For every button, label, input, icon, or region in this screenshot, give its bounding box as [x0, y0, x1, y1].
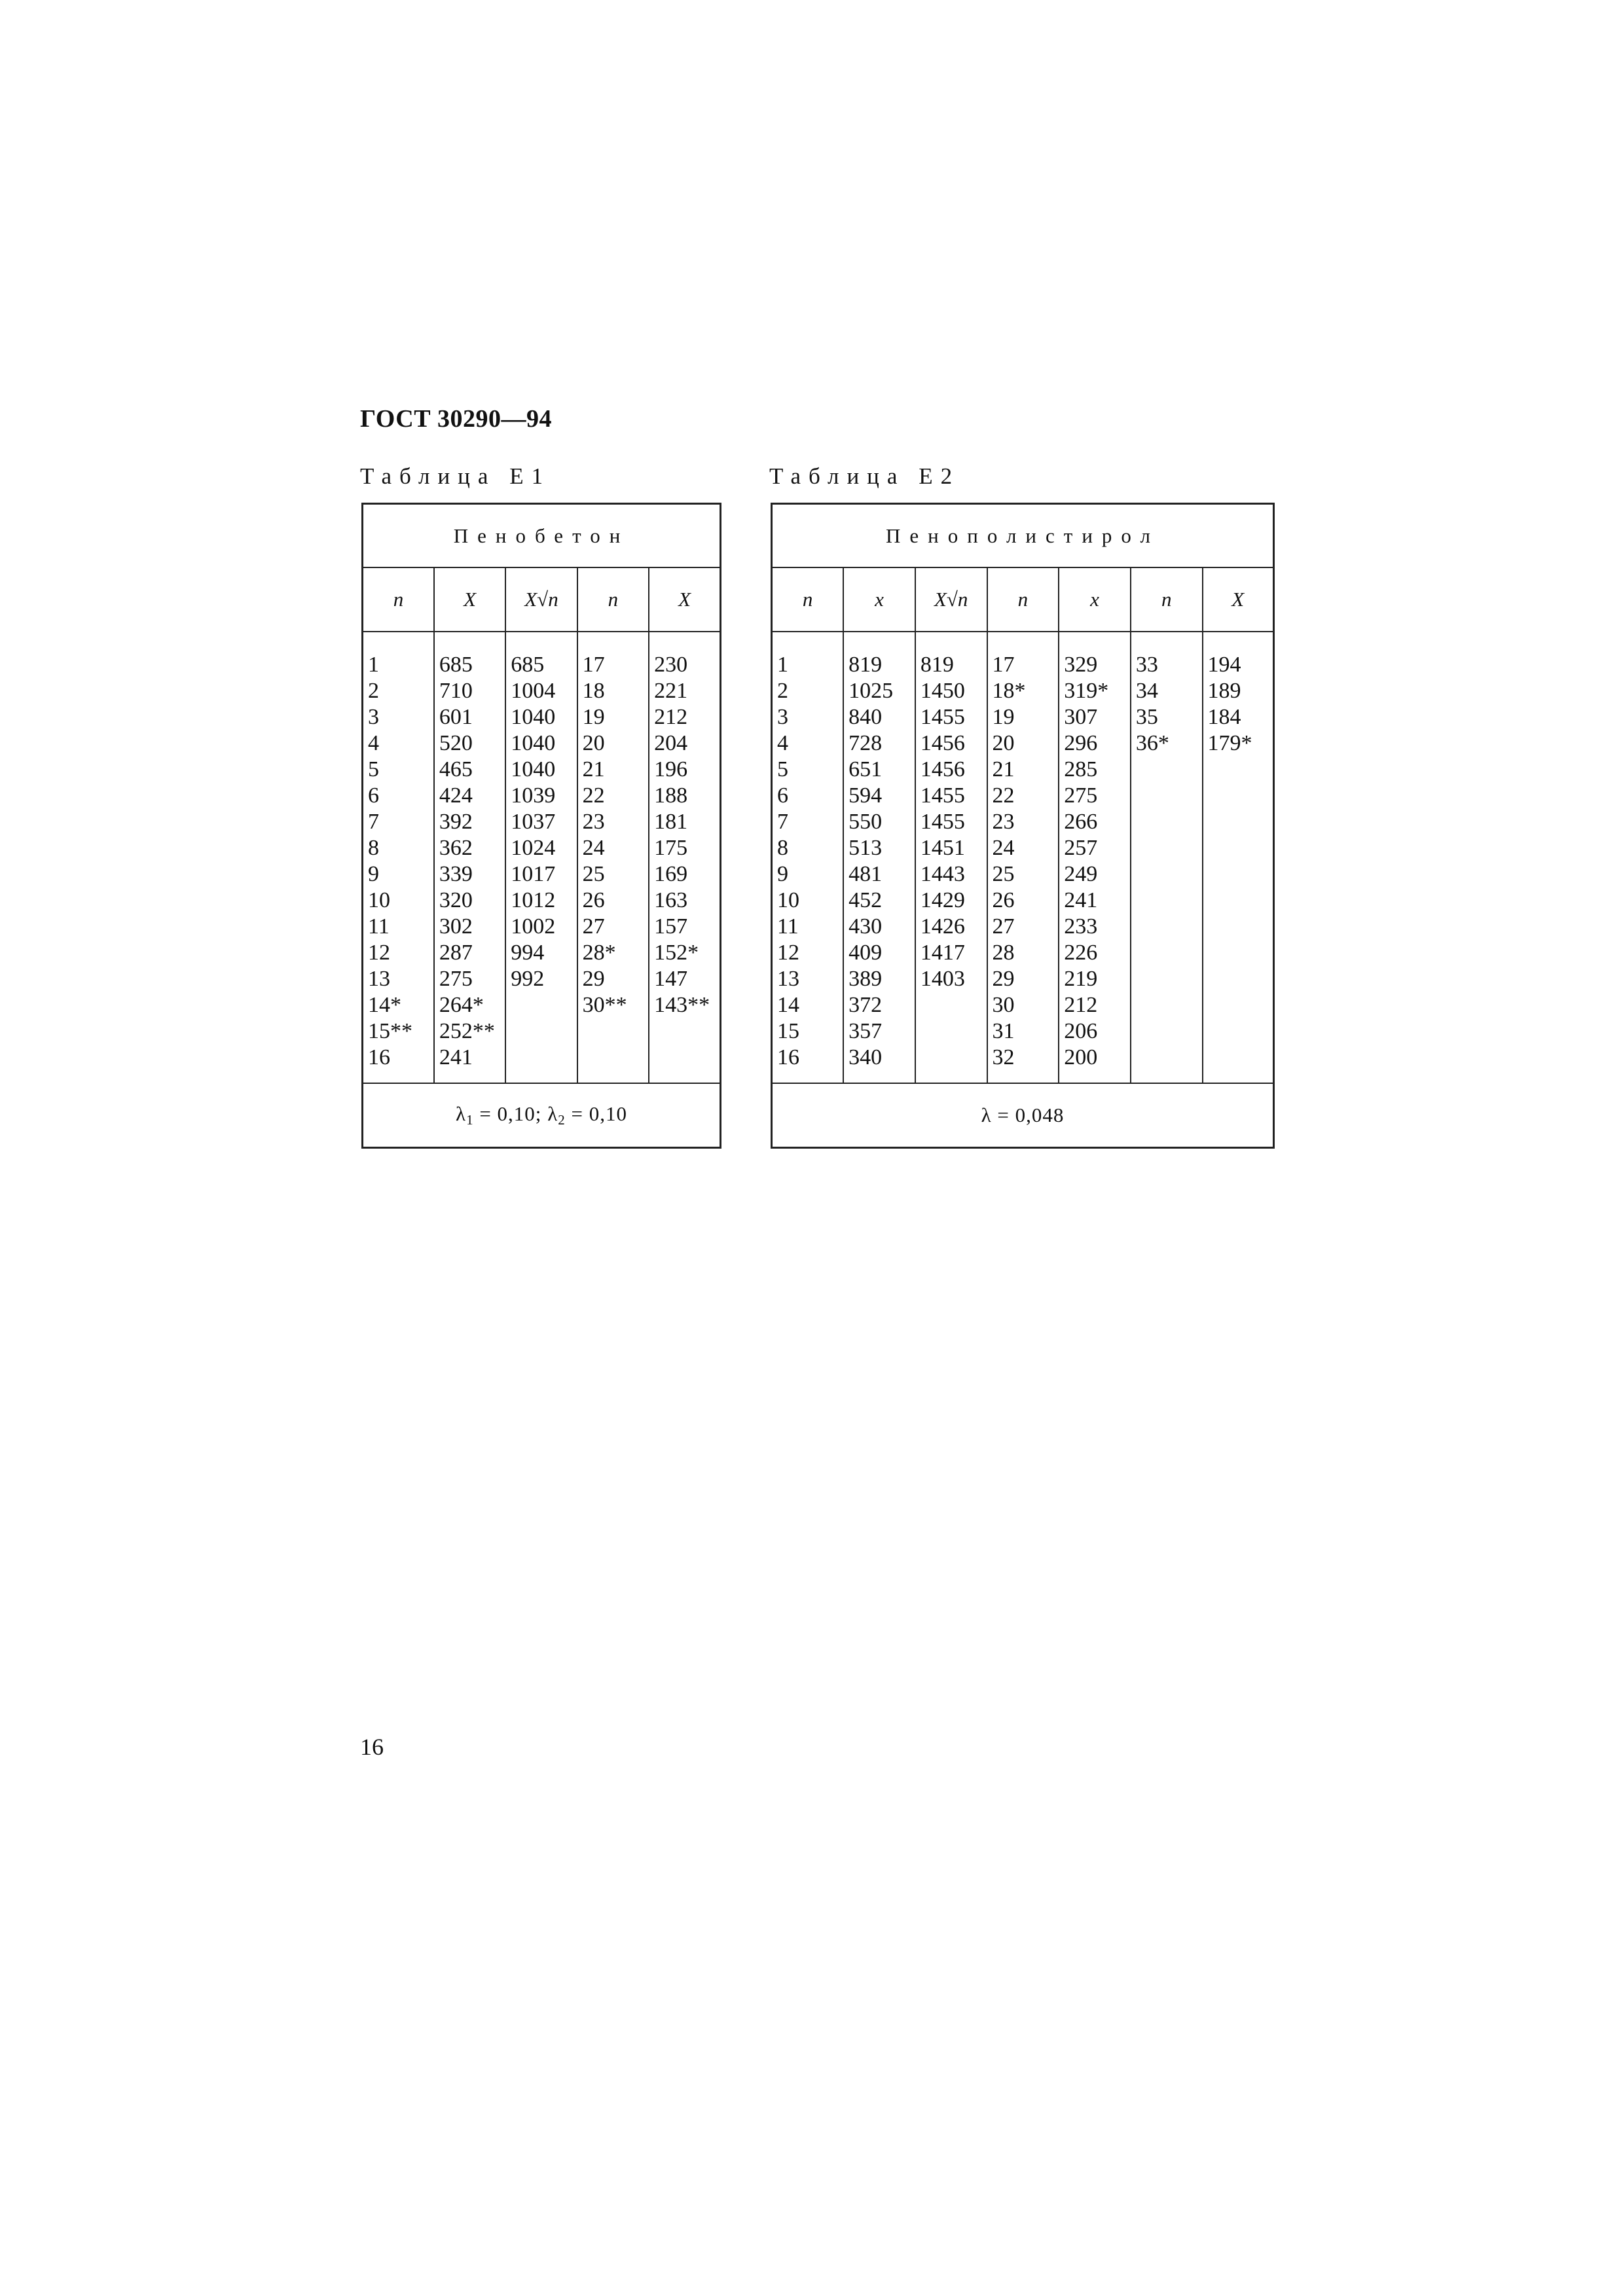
- table-e2-col-header: x: [843, 567, 915, 632]
- table-cell-value: 1: [368, 653, 379, 677]
- table-cell-value: 22: [582, 783, 605, 808]
- table-cell-value: 157: [654, 914, 688, 939]
- table-cell-value: 1456: [920, 731, 965, 755]
- table-cell-value: 8: [777, 836, 788, 860]
- table-cell-value: 24: [992, 836, 1015, 860]
- table-cell-value: 287: [439, 941, 473, 965]
- table-cell-value: 27: [992, 914, 1015, 939]
- document-id-header: ГОСТ 30290—94: [360, 405, 553, 433]
- table-e1-col-header: n: [577, 567, 649, 632]
- table-cell-value: 685: [439, 653, 473, 677]
- table-e2-col-header: n: [987, 567, 1059, 632]
- table-cell-value: 1456: [920, 757, 965, 781]
- table-cell-value: 1455: [920, 783, 965, 808]
- table-cell-value: 15: [777, 1019, 799, 1043]
- table-cell-value: 30: [992, 993, 1015, 1017]
- table-e2-header-row: [772, 567, 1274, 632]
- table-cell-value: 601: [439, 705, 473, 729]
- table-cell-value: 14: [777, 993, 799, 1017]
- table-cell-value: 275: [439, 967, 473, 991]
- table-cell-value: 230: [654, 653, 688, 677]
- table-cell-value: 1037: [511, 810, 556, 834]
- table-cell-value: 10: [777, 888, 799, 912]
- table-cell-value: 372: [848, 993, 883, 1017]
- table-cell-value: 430: [848, 914, 883, 939]
- table-cell-value: 35: [1135, 705, 1158, 729]
- table-cell-value: 7: [368, 810, 379, 834]
- table-cell-value: 12: [777, 941, 799, 965]
- table-cell-value: 1429: [920, 888, 965, 912]
- table-cell-value: 20: [992, 731, 1015, 755]
- table-cell-value: 3: [777, 705, 788, 729]
- table-e1-column-cell: [363, 632, 434, 1083]
- table-cell-value: 339: [439, 862, 473, 886]
- table-cell-value: 994: [511, 941, 545, 965]
- table-cell-value: 362: [439, 836, 473, 860]
- table-cell-value: 252**: [439, 1019, 495, 1043]
- table-e1-column-cell: [649, 632, 720, 1083]
- table-cell-value: 19: [992, 705, 1015, 729]
- table-cell-value: 264*: [439, 993, 484, 1017]
- table-e2-col-header: X√n: [915, 567, 987, 632]
- table-cell-value: 320: [439, 888, 473, 912]
- table-e2-column-cell: [772, 632, 844, 1083]
- table-cell-value: 30**: [582, 993, 627, 1017]
- table-cell-value: 22: [992, 783, 1015, 808]
- table-cell-value: 1004: [511, 679, 556, 703]
- table-e2-caption: Таблица Е2: [769, 463, 960, 489]
- table-cell-value: 163: [654, 888, 688, 912]
- table-cell-value: 17: [582, 653, 605, 677]
- table-e2-col-header: n: [1131, 567, 1203, 632]
- table-cell-value: 20: [582, 731, 605, 755]
- table-cell-value: 233: [1064, 914, 1098, 939]
- table-cell-value: 34: [1135, 679, 1158, 703]
- table-e1-col-header: X√n: [505, 567, 577, 632]
- table-e2-column-cell: [1203, 632, 1274, 1083]
- table-cell-value: 302: [439, 914, 473, 939]
- table-cell-value: 4: [777, 731, 788, 755]
- table-e2-lambda-footer: λ = 0,048: [772, 1083, 1274, 1148]
- table-cell-value: 221: [654, 679, 688, 703]
- table-cell-value: 11: [368, 914, 390, 939]
- table-cell-value: 10: [368, 888, 390, 912]
- table-cell-value: 23: [582, 810, 605, 834]
- table-cell-value: 31: [992, 1019, 1015, 1043]
- table-e1-lambda-footer: [363, 1083, 721, 1148]
- table-cell-value: 19: [582, 705, 605, 729]
- table-cell-value: 1040: [511, 705, 556, 729]
- table-cell-value: 1024: [511, 836, 556, 860]
- table-cell-value: 226: [1064, 941, 1098, 965]
- table-e2-data-row: [772, 632, 1274, 1083]
- table-cell-value: 513: [848, 836, 883, 860]
- table-cell-value: 200: [1064, 1045, 1098, 1069]
- table-cell-value: 5: [777, 757, 788, 781]
- table-cell-value: 1403: [920, 967, 965, 991]
- table-cell-value: 296: [1064, 731, 1098, 755]
- table-cell-value: 33: [1135, 653, 1158, 677]
- table-cell-value: 424: [439, 783, 473, 808]
- table-cell-value: 481: [848, 862, 883, 886]
- table-cell-value: 143**: [654, 993, 710, 1017]
- page-number: 16: [360, 1734, 384, 1760]
- table-cell-value: 819: [848, 653, 883, 677]
- table-e2-col-header: x: [1059, 567, 1131, 632]
- table-cell-value: 1417: [920, 941, 965, 965]
- table-cell-value: 219: [1064, 967, 1098, 991]
- table-cell-value: 184: [1207, 705, 1241, 729]
- table-cell-value: 29: [992, 967, 1015, 991]
- table-e1-col-header: X: [434, 567, 505, 632]
- table-cell-value: 1451: [920, 836, 965, 860]
- table-cell-value: 329: [1064, 653, 1098, 677]
- lambda-2-subscript: 2: [558, 1112, 566, 1128]
- table-cell-value: 594: [848, 783, 883, 808]
- table-cell-value: 212: [1064, 993, 1098, 1017]
- table-e1: [361, 503, 721, 1149]
- table-cell-value: 5: [368, 757, 379, 781]
- table-cell-value: 29: [582, 967, 605, 991]
- table-e1-caption: Таблица Е1: [360, 463, 551, 489]
- table-cell-value: 212: [654, 705, 688, 729]
- lambda-2-symbol: λ: [547, 1102, 558, 1125]
- table-cell-value: 819: [920, 653, 954, 677]
- table-cell-value: 32: [992, 1045, 1015, 1069]
- table-cell-value: 16: [777, 1045, 799, 1069]
- table-e2-column-cell: [843, 632, 915, 1083]
- table-cell-value: 340: [848, 1045, 883, 1069]
- lambda-1-subscript: 1: [466, 1112, 474, 1128]
- table-cell-value: 189: [1207, 679, 1241, 703]
- table-cell-value: 24: [582, 836, 605, 860]
- table-cell-value: 181: [654, 810, 688, 834]
- table-cell-value: 409: [848, 941, 883, 965]
- table-cell-value: 21: [582, 757, 605, 781]
- table-cell-value: 285: [1064, 757, 1098, 781]
- table-e1-column-cell: [577, 632, 649, 1083]
- table-cell-value: 1443: [920, 862, 965, 886]
- table-e2-col-header: X: [1203, 567, 1274, 632]
- table-cell-value: 550: [848, 810, 883, 834]
- table-cell-value: 1: [777, 653, 788, 677]
- table-e2-column-cell: [987, 632, 1059, 1083]
- table-cell-value: 992: [511, 967, 545, 991]
- table-cell-value: 275: [1064, 783, 1098, 808]
- table-cell-value: 9: [777, 862, 788, 886]
- table-cell-value: 169: [654, 862, 688, 886]
- table-cell-value: 257: [1064, 836, 1098, 860]
- table-cell-value: 1450: [920, 679, 965, 703]
- table-cell-value: 1017: [511, 862, 556, 886]
- table-e2-column-cell: [1131, 632, 1203, 1083]
- table-cell-value: 194: [1207, 653, 1241, 677]
- table-e1-column-cell: [505, 632, 577, 1083]
- table-cell-value: 179*: [1207, 731, 1252, 755]
- table-cell-value: 25: [992, 862, 1015, 886]
- table-e1-col-header: X: [649, 567, 720, 632]
- table-cell-value: 11: [777, 914, 799, 939]
- table-e1-material-title: Пенобетон: [363, 504, 721, 568]
- table-cell-value: 2: [777, 679, 788, 703]
- table-cell-value: 8: [368, 836, 379, 860]
- table-cell-value: 204: [654, 731, 688, 755]
- table-cell-value: 6: [368, 783, 379, 808]
- table-cell-value: 266: [1064, 810, 1098, 834]
- table-e2-column-cell: [1059, 632, 1131, 1083]
- table-cell-value: 15**: [368, 1019, 412, 1043]
- table-cell-value: 16: [368, 1045, 390, 1069]
- table-cell-value: 6: [777, 783, 788, 808]
- table-cell-value: 13: [368, 967, 390, 991]
- table-cell-value: 728: [848, 731, 883, 755]
- table-cell-value: 9: [368, 862, 379, 886]
- table-e2-material-title: Пенополистирол: [772, 504, 1274, 568]
- table-cell-value: 1025: [848, 679, 894, 703]
- table-cell-value: 319*: [1064, 679, 1109, 703]
- table-cell-value: 18: [582, 679, 605, 703]
- table-cell-value: 389: [848, 967, 883, 991]
- table-cell-value: 28: [992, 941, 1015, 965]
- table-e2-col-header: n: [772, 567, 844, 632]
- table-cell-value: 452: [848, 888, 883, 912]
- table-cell-value: 1455: [920, 810, 965, 834]
- table-cell-value: 651: [848, 757, 883, 781]
- table-cell-value: 206: [1064, 1019, 1098, 1043]
- table-cell-value: 12: [368, 941, 390, 965]
- table-cell-value: 840: [848, 705, 883, 729]
- lambda-2-value: = 0,10: [565, 1102, 627, 1125]
- table-cell-value: 241: [439, 1045, 473, 1069]
- table-cell-value: 17: [992, 653, 1015, 677]
- table-cell-value: 392: [439, 810, 473, 834]
- table-cell-value: 357: [848, 1019, 883, 1043]
- table-cell-value: 1455: [920, 705, 965, 729]
- table-e1-header-row: [363, 567, 721, 632]
- lambda-1-symbol: λ: [456, 1102, 467, 1125]
- table-cell-value: 1002: [511, 914, 556, 939]
- table-e2: [771, 503, 1275, 1149]
- table-cell-value: 1012: [511, 888, 556, 912]
- table-cell-value: 28*: [582, 941, 616, 965]
- table-cell-value: 152*: [654, 941, 699, 965]
- table-cell-value: 241: [1064, 888, 1098, 912]
- table-cell-value: 2: [368, 679, 379, 703]
- table-cell-value: 520: [439, 731, 473, 755]
- table-cell-value: 3: [368, 705, 379, 729]
- table-cell-value: 188: [654, 783, 688, 808]
- table-cell-value: 25: [582, 862, 605, 886]
- table-cell-value: 196: [654, 757, 688, 781]
- table-cell-value: 23: [992, 810, 1015, 834]
- table-cell-value: 13: [777, 967, 799, 991]
- table-cell-value: 14*: [368, 993, 401, 1017]
- table-cell-value: 26: [582, 888, 605, 912]
- table-e1-column-cell: [434, 632, 505, 1083]
- table-cell-value: 4: [368, 731, 379, 755]
- table-cell-value: 1426: [920, 914, 965, 939]
- table-cell-value: 21: [992, 757, 1015, 781]
- table-cell-value: 7: [777, 810, 788, 834]
- table-cell-value: 710: [439, 679, 473, 703]
- table-e1-col-header: n: [363, 567, 434, 632]
- table-cell-value: 307: [1064, 705, 1098, 729]
- table-cell-value: 1039: [511, 783, 556, 808]
- table-cell-value: 1040: [511, 731, 556, 755]
- table-e2-column-cell: [915, 632, 987, 1083]
- table-cell-value: 147: [654, 967, 688, 991]
- table-cell-value: 18*: [992, 679, 1026, 703]
- table-cell-value: 26: [992, 888, 1015, 912]
- table-cell-value: 685: [511, 653, 545, 677]
- table-e1-data-row: [363, 632, 721, 1083]
- table-cell-value: 249: [1064, 862, 1098, 886]
- table-cell-value: 1040: [511, 757, 556, 781]
- table-cell-value: 36*: [1135, 731, 1169, 755]
- table-cell-value: 465: [439, 757, 473, 781]
- lambda-1-value: = 0,10;: [473, 1102, 548, 1125]
- table-cell-value: 175: [654, 836, 688, 860]
- table-cell-value: 27: [582, 914, 605, 939]
